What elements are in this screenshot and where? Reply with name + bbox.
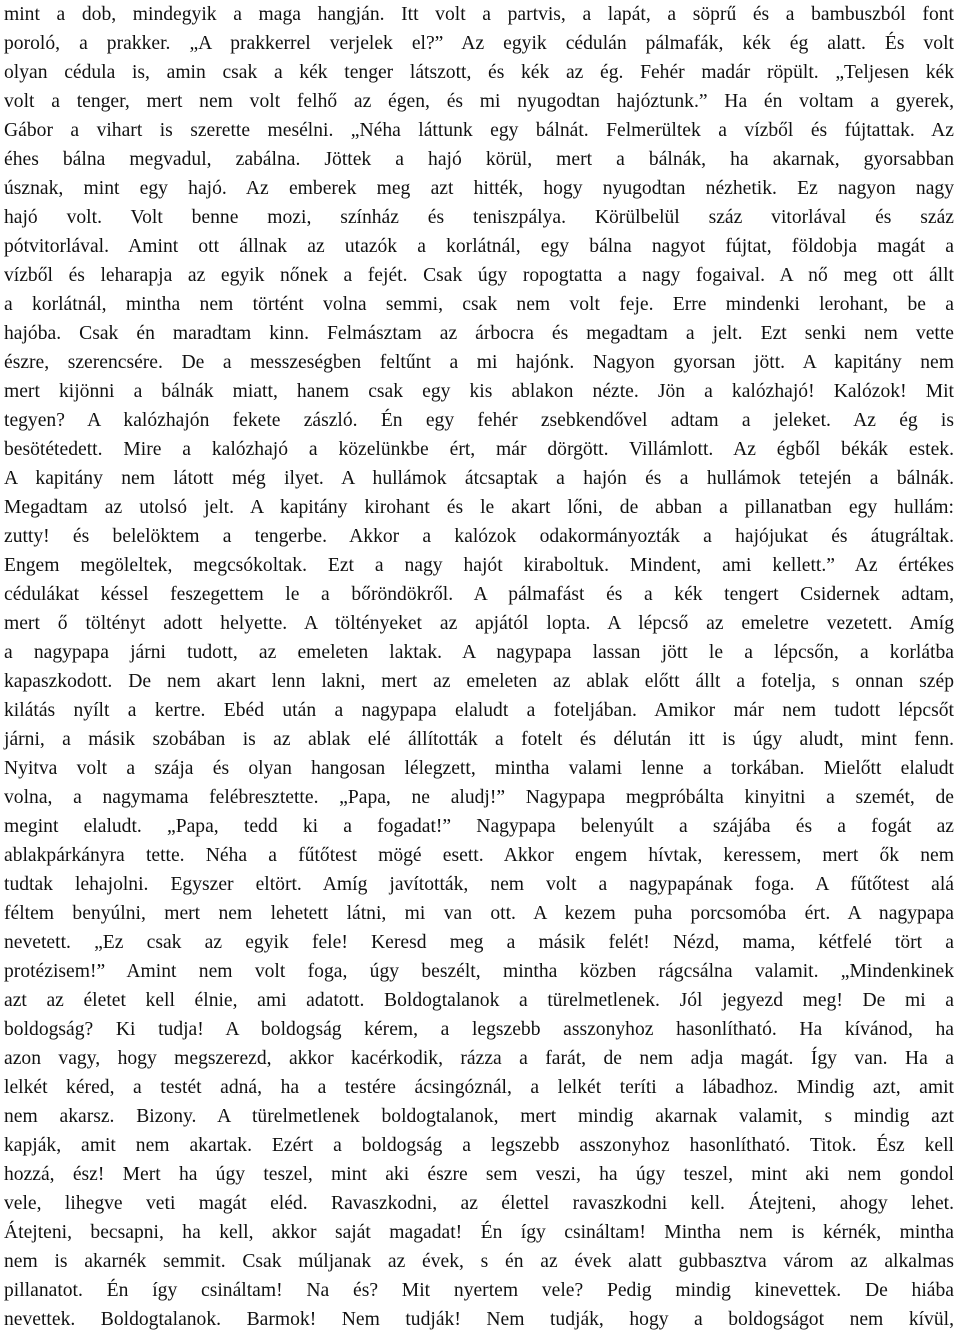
text-line: boldogság? Ki tudja! A boldogság kérem, a legszebb asszonyhoz hasonlítható. Ha kívánod, ha [4,1019,954,1040]
text-line: nem is akarnék semmit. Csak múljanak az évek, s én az évek alatt gubbasztva várom az alkalmas [4,1251,954,1272]
text-line: azon vagy, hogy megszerezd, akkor kacérkodik, rázza a farát, de nem adja magát. Így van. Ha a [4,1048,954,1069]
text-line: éhes bálna megvadul, zabálna. Jöttek a hajó körül, mert a bálnák, ha akarnak, gyorsabban [4,149,954,170]
text-line: hajóba. Csak én maradtam kinn. Felmásztam az árbocra és megadtam a jelt. Ezt senki nem vette [4,323,954,344]
text-line: nevettek. Boldogtalanok. Barmok! Nem tudják! Nem tudják, hogy a boldogságot nem kívül, [4,1309,954,1330]
text-line: Átejteni, becsapni, ha kell, akkor saját magadat! Én így csináltam! Mintha nem is kérnék, mintha [4,1222,954,1243]
text-line: féltem benyúlni, mert nem lehetett látni, mi van ott. A kezem puha porcsomóba ért. A nagypapa [4,903,954,924]
text-line: hozzá, ész! Mert ha úgy teszel, mint aki észre sem veszi, ha úgy teszel, mint aki nem gondol [4,1164,954,1185]
text-line: mert ő töltényt adott helyette. A töltényeket az apjától lopta. A lépcső az emeletre vezetett. Amíg [4,613,954,634]
text-line: cédulákat késsel feszegettem le a bőröndökről. A pálmafást és a kék tengert Csidernek adtam, [4,584,954,605]
text-line: vízből és leharapja az egyik nőnek a fejét. Csak úgy ropogtatta a nagy fogaival. A nő meg ott állt [4,265,954,286]
text-line: a korlátnál, mintha nem történt volna semmi, csak nem volt feje. Erre mindenki lerohant, be a [4,294,954,315]
text-line: megint elaludt. „Papa, tedd ki a fogadat!” Nagypapa belenyúlt a szájába és a fogát az [4,816,954,837]
body-text [4,0,954,1334]
text-line: besötétedett. Mire a kalózhajó a közelünkbe ért, már dörgött. Villámlott. Az égből békák estek. [4,439,954,460]
text-line: észre, szerencsére. De a messzeségben feltűnt a mi hajónk. Nagyon gyorsan jött. A kapitány nem [4,352,954,373]
text-line: mint a dob, mindegyik a maga hangján. Itt volt a partvis, a lapát, a söprű és a bambuszból font [4,4,954,25]
text-line: nem akarsz. Bizony. A türelmetlenek boldogtalanok, mert mindig akarnak valamit, s mindig azt [4,1106,954,1127]
text-line: nevetett. „Ez csak az egyik fele! Keresd meg a másik felét! Nézd, mama, kétfelé tört a [4,932,954,953]
text-line: lelkét kéred, a testét adná, ha a testére ácsingóznál, a lelkét teríti a lábadhoz. Mindig azt, amit [4,1077,954,1098]
text-line: járni, a másik szobában is az ablak elé állították a fotelt és délután itt is úgy aludt, mint fenn. [4,729,954,750]
text-line: kapják, amit nem akartak. Ezért a boldogság a legszebb asszonyhoz hasonlítható. Titok. Ész kell [4,1135,954,1156]
text-line: protézisem!” Amint nem volt foga, úgy beszélt, mintha közben rágcsálna valamit. „Mindenkinek [4,961,954,982]
text-line: pótvitorlával. Amint ott állnak az utazók a korlátnál, egy bálna nagyot fújtat, földobja magát a [4,236,954,257]
text-line: vele, lihegve veti magát eléd. Ravaszkodni, az élettel ravaszkodni kell. Átejteni, ahogy lehet. [4,1193,954,1214]
text-line: Nyitva volt a szája és olyan hangosan lélegzett, mintha valami lenne a torkában. Mielőtt elaludt [4,758,954,779]
text-line: tegyen? A kalózhajón fekete zászló. Én egy fehér zsebkendővel adtam a jeleket. Az ég is [4,410,954,431]
text-line: volt a tenger, mert nem volt felhő az égen, és mi nyugodtan hajóztunk.” Ha én voltam a gyerek, [4,91,954,112]
text-line: úsznak, mint egy hajó. Az emberek meg azt hitték, hogy nyugodtan nézhetik. Ez nagyon nagy [4,178,954,199]
text-line: tudtak lehajolni. Egyszer eltört. Amíg javították, nem volt a nagypapának foga. A fűtőtest alá [4,874,954,895]
text-line: zutty! és belelöktem a tengerbe. Akkor a kalózok odakormányozták a hajójukat és átugráltak. [4,526,954,547]
text-line: azt az életet kell élnie, ami adatott. Boldogtalanok a türelmetlenek. Jól jegyezd meg! De mi a [4,990,954,1011]
text-line: kapaszkodott. De nem akart lenn lakni, mert az emeleten az ablak előtt állt a fotelja, s onnan szép [4,671,954,692]
text-line: olyan cédula is, amin csak a kék tenger látszott, és kék az ég. Fehér madár röpült. „Teljesen kék [4,62,954,83]
text-line: mert kijönni a bálnák miatt, hanem csak egy kis ablakon nézte. Jön a kalózhajó! Kalózok! Mit [4,381,954,402]
text-line: pillanatot. Én így csináltam! Na és? Mit nyertem vele? Pedig mindig kinevettek. De hiába [4,1280,954,1301]
text-line: hajó volt. Volt benne mozi, színház és teniszpálya. Körülbelül száz vitorlával és száz [4,207,954,228]
text-line: Megadtam az utolsó jelt. A kapitány kirohant és le akart lőni, de abban a pillanatban egy hullám: [4,497,954,518]
text-line: a nagypapa járni tudott, az emeleten laktak. A nagypapa lassan jött le a lépcsőn, a korlátba [4,642,954,663]
text-line: A kapitány nem látott még ilyet. A hullámok átcsaptak a hajón és a hullámok tetején a bálnák. [4,468,954,489]
text-line: Engem megöleltek, megcsókoltak. Ezt a nagy hajót kiraboltuk. Mindent, ami kellett.” Az értékes [4,555,954,576]
text-line: Gábor a vihart is szerette mesélni. „Néha láttunk egy bálnát. Felmerültek a vízből és fújtattak. Az [4,120,954,141]
text-line: poroló, a prakker. „A prakkerrel verjelek el?” Az egyik cédulán pálmafák, kék ég alatt. És volt [4,33,954,54]
text-line: ablakpárkányra tette. Néha a fűtőtest mögé esett. Akkor engem hívtak, keressem, mert ők nem [4,845,954,866]
text-line: kilátás nyílt a kertre. Ebéd után a nagypapa elaludt a foteljában. Amikor már nem tudott lépcsőt [4,700,954,721]
text-line: volna, a nagymama felébresztette. „Papa, ne aludj!” Nagypapa megpróbálta kinyitni a szemét, de [4,787,954,808]
